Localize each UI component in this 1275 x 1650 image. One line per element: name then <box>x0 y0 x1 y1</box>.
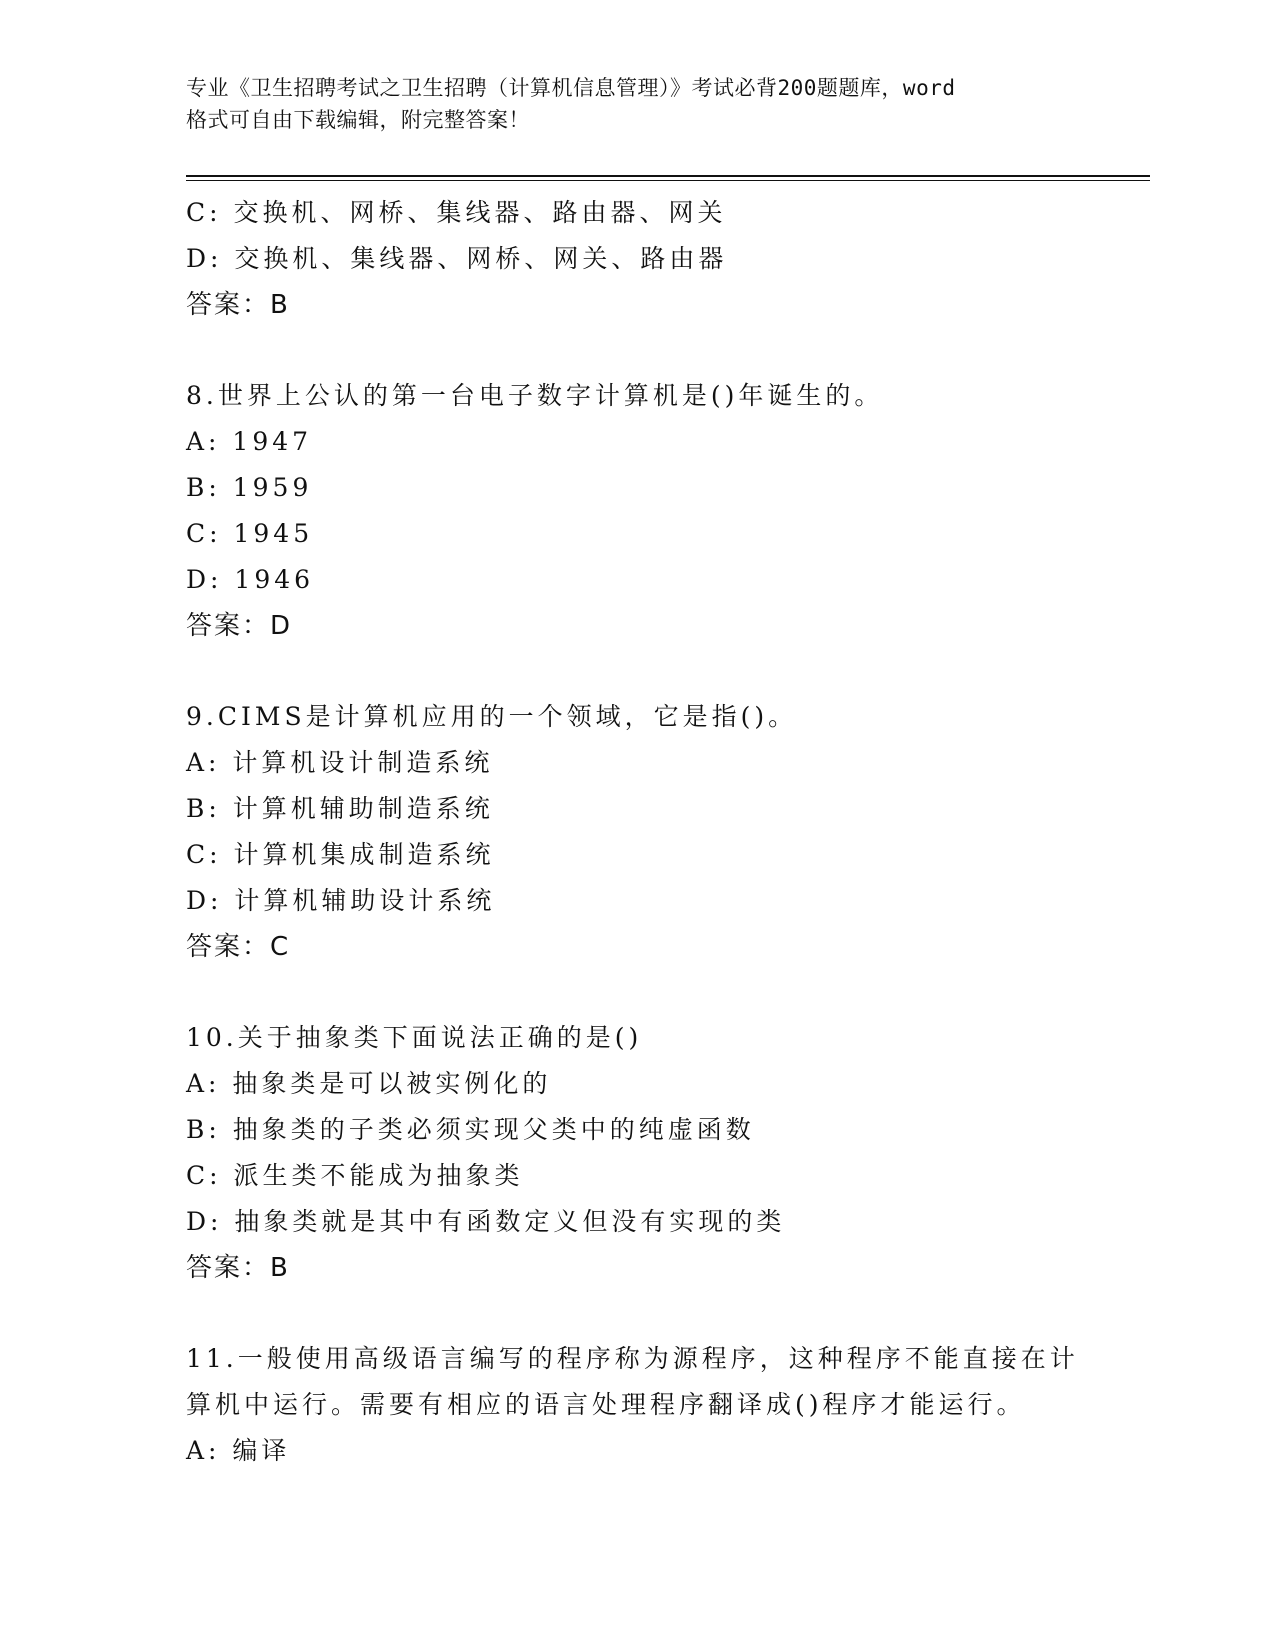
option-d: D: 计算机辅助设计系统 <box>186 886 496 915</box>
spacer <box>186 1291 1086 1336</box>
spacer <box>186 970 1086 1015</box>
answer-label: 答案：D <box>186 611 293 641</box>
option-c: C: 1945 <box>186 519 314 548</box>
question-9 <box>186 694 1086 970</box>
option-b: B: 抽象类的子类必须实现父类中的纯虚函数 <box>186 1115 755 1144</box>
header-divider-thin <box>186 180 1150 181</box>
header-line-2: 格式可自由下载编辑，附完整答案！ <box>186 108 530 132</box>
question-10 <box>186 1015 1086 1291</box>
spacer <box>186 328 1086 373</box>
question-stem: 9.CIMS是计算机应用的一个领域，它是指()。 <box>186 702 798 731</box>
option-a: A: 计算机设计制造系统 <box>186 748 494 777</box>
option-d: D: 1946 <box>186 565 315 594</box>
option-d: D: 交换机、集线器、网桥、网关、路由器 <box>186 244 728 273</box>
answer-label: 答案：B <box>186 1253 290 1283</box>
question-stem-line-1: 11.一般使用高级语言编写的程序称为源程序，这种程序不能直接在计 <box>186 1344 1079 1373</box>
option-a: A: 编译 <box>186 1436 291 1465</box>
spacer <box>186 649 1086 694</box>
answer-label: 答案：C <box>186 932 291 962</box>
option-b: B: 1959 <box>186 473 313 502</box>
option-a: A: 1947 <box>186 427 313 456</box>
question-11 <box>186 1336 1086 1474</box>
option-c: C: 交换机、网桥、集线器、路由器、网关 <box>186 198 727 227</box>
option-c: C: 派生类不能成为抽象类 <box>186 1161 524 1190</box>
header-divider-thick <box>186 175 1150 177</box>
option-c: C: 计算机集成制造系统 <box>186 840 495 869</box>
question-stem-line-2: 算机中运行。需要有相应的语言处理程序翻译成()程序才能运行。 <box>186 1390 1026 1419</box>
header-line-1: 专业《卫生招聘考试之卫生招聘（计算机信息管理）》考试必背200题题库，word <box>186 76 956 100</box>
question-7 <box>186 190 1086 328</box>
question-8 <box>186 373 1086 649</box>
answer-label: 答案：B <box>186 290 290 320</box>
question-stem: 8.世界上公认的第一台电子数字计算机是()年诞生的。 <box>186 381 884 410</box>
option-a: A: 抽象类是可以被实例化的 <box>186 1069 552 1098</box>
document-header <box>186 72 1086 136</box>
option-d: D: 抽象类就是其中有函数定义但没有实现的类 <box>186 1207 786 1236</box>
question-stem: 10.关于抽象类下面说法正确的是() <box>186 1023 643 1052</box>
question-list <box>186 190 1086 1474</box>
option-b: B: 计算机辅助制造系统 <box>186 794 494 823</box>
